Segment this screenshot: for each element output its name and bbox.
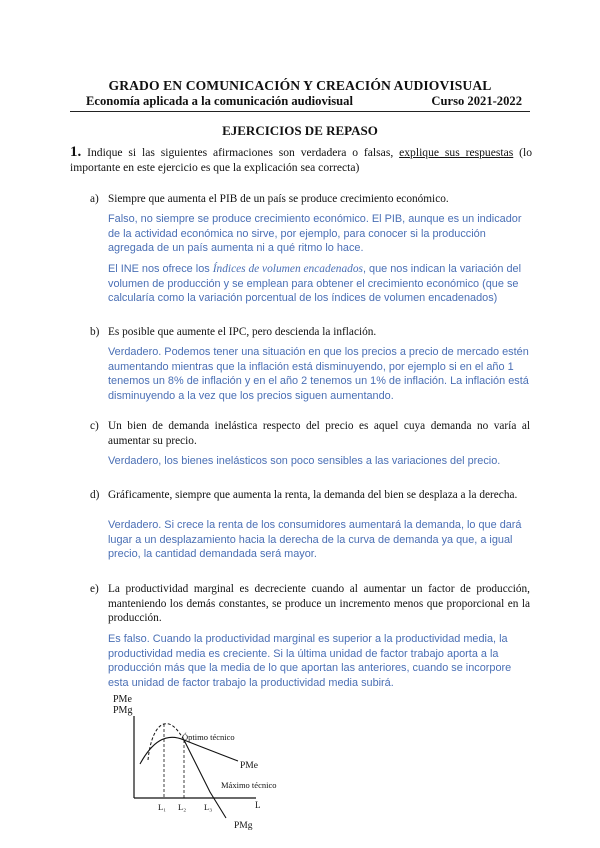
question-label: e) [90,583,99,595]
intro-text-before: Indique si las siguientes afirmaciones son verdadera o falsas, [81,146,400,159]
question-statement: Gráficamente, siempre que aumenta la renta, la demanda del bien se desplaza a la derecha. [108,489,518,501]
subject-name: Economía aplicada a la comunicación audiovisual [86,94,353,108]
answer-a-p2 [108,262,530,306]
l2-label: L₂ [178,802,187,812]
l3-label: L₃ [204,802,213,812]
intro-text-after: (lo importante en este ejercicio es que la explicación sea correcta) [70,146,532,174]
answer-italic: Índices de volumen encadenados [212,263,363,275]
question-c [90,419,530,448]
question-statement: La productividad marginal es decreciente cuando al aumentar un factor de producción, manteniendo los demás constantes, se produce un incremento menos que proporcional en la producción. [108,583,530,625]
optimo-label: Óptimo técnico [182,732,235,742]
question-b [90,325,530,340]
productivity-diagram [108,688,298,836]
exercise-intro [70,145,532,175]
answer-e: Es falso. Cuando la productividad marginal es superior a la productividad media, la productividad media es creciente. Si la última unidad de factor trabajo aporta a la producción más que la media de lo que aportan las anteriores, cuando se incorpore esta unidad de factor trabajo la productividad media subirá. [108,633,512,689]
answer-a-p1: Falso, no siempre se produce crecimiento económico. El PIB, aunque es un indicador de la actividad económica no sirve, por ejemplo, para conocer si la producción agregada de un país aumenta ni a qué ritmo lo hace. [108,213,522,255]
question-statement: Siempre que aumenta el PIB de un país se produce crecimiento económico. [108,193,449,205]
answer-text: El INE nos ofrece los [108,263,213,275]
x-axis-label: L [255,800,261,810]
question-e [90,582,530,626]
answer-text: , que nos indican la variación del volumen de producción y se emplean para obtener el crecimiento económico (que se calcularía como la variación porcentual de los índices de volumen encadenados) [108,263,521,305]
intro-underlined: explique sus respuestas [399,146,514,159]
question-label: c) [90,420,99,432]
subject-line [70,94,530,112]
exercise-number: 1. [70,144,82,160]
y-axis-label-pme: PMe [113,694,132,705]
pmg-curve-rising [148,724,184,760]
maximo-label: Máximo técnico [221,780,277,790]
pme-curve-label: PMe [240,761,258,771]
y-axis-label-pmg: PMg [113,705,133,716]
question-statement: Es posible que aumente el IPC, pero descienda la inflación. [108,326,377,338]
question-label: b) [90,326,100,338]
page-title: EJERCICIOS DE REPASO [222,123,378,138]
answer-b: Verdadero. Podemos tener una situación en que los precios a precio de mercado estén aumentando mientras que la inflación está disminuyendo, por ejemplo si en el año 1 tenemos un 8% de inflación y en el año 2 tenemos un 1% de inflación. La inflación está disminuyendo a la vez que los precios siguen aumentando. [108,346,529,402]
question-label: d) [90,489,100,501]
question-d [90,488,530,503]
answer-d: Verdadero. Si crece la renta de los consumidores aumentará la demanda, lo que dará lugar a un desplazamiento hacia la derecha de la curva de demanda ya que, a igual precio, la cantidad demandada será mayor. [108,519,522,561]
question-statement: Un bien de demanda inelástica respecto del precio es aquel cuya demanda no varía al aumentar su precio. [108,420,530,447]
question-a [90,192,530,207]
course-year: Curso 2021-2022 [431,94,522,108]
l1-label: L₁ [158,802,167,812]
question-label: a) [90,193,99,205]
degree-title: GRADO EN COMUNICACIÓN Y CREACIÓN AUDIOVISUAL [108,78,492,93]
pmg-curve-label: PMg [234,821,253,831]
answer-c: Verdadero, los bienes inelásticos son poco sensibles a las variaciones del precio. [108,455,501,467]
